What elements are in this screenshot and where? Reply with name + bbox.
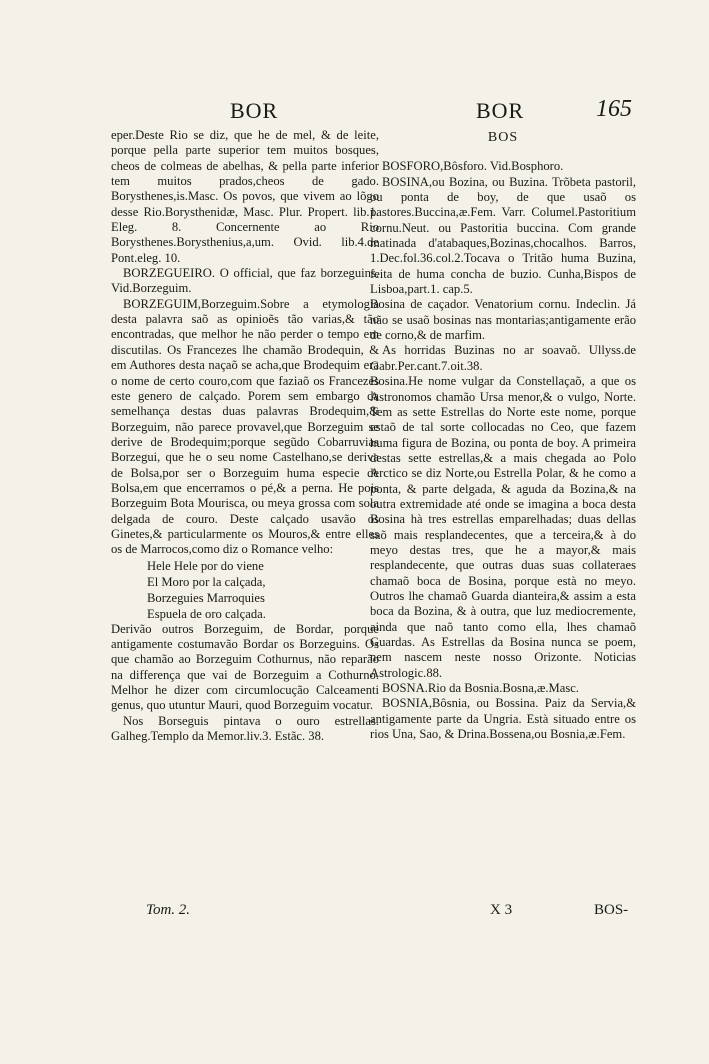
quotation: As horridas Buzinas no ar soavaõ. Ullyss.de Gabr.Per.cant.7.oit.38. <box>370 343 636 373</box>
signature-mark: X 3 <box>490 902 513 918</box>
entry-borzegueiro: BORZEGUEIRO. O official, que faz borzeguins. Vid.Borzeguim. <box>111 266 379 296</box>
paragraph: Derivão outros Borzeguim, de Bordar, porque antigamente costumavão Bordar os Borzeguins. Os que chamão ao Borzeguim Cothurnus, não reparão na differença que vai de Borzeguim a Cothurno. Melhor he dizer com circumlocução Calceamenti genus, quo utuntur Mauri, quod Borzeguim vocatur. <box>111 621 379 713</box>
entry-borzeguim: BORZEGUIM,Borzeguim.Sobre a etymologia desta palavra saõ as opinioẽs tão varias,& tão encontradas, que melhor he não perder o tempo em discutilas. Os Francezes lhe chamão Brodequin, & em Authores desta naçaõ se acha,que Brodequim era o nome de certo couro,com que faziaõ os Francezes este genero de calçado. Porem sem embargo da semelhança destas duas palavras Brodequim,& Borzeguim, não parece provavel,que Borzeguim se derive de Brodequim;porque segũdo Cobarruvias Borzegui, que he o seu nome Castelhano,se deriva de Bolsa,por ser o Borzeguim huma especie de Bolsa,em que encerramos o pé,& a perna. He pois Borzeguim Bota Mourisca, ou meya grossa com sola delgada de couro. Deste calçado usavão os Ginetes,& particularmente os Mouros,& entre elles os de Marrocos,como diz o Romance velho: <box>111 296 379 557</box>
section-subheading: BOS <box>487 130 519 145</box>
verse-line: Espuela de oro calçada. <box>147 606 266 621</box>
entry-bosnia: BOSNIA,Bôsnia, ou Bossina. Paiz da Servia,& antigamente parte da Ungria. Està situado entre os rios Una, Sao, & Drina.Bossena,ou Bosnia,æ.Fem. <box>370 696 636 742</box>
entry-bosna: BOSNA.Rio da Bosnia.Bosna,æ.Masc. <box>382 681 579 696</box>
verse-line: Hele Hele por do viene <box>147 558 264 573</box>
catchword: BOS- <box>594 902 629 918</box>
entry-bosina: BOSINA,ou Bozina, ou Buzina. Trõbeta pastoril, ou ponta de boy, de que usaõ os pastores.Buccina,æ.Fem. Varr. Columel.Pastoritium cornu.Neut. ou Pastoritia buccina. Com grande matinada d'atabaques,Bozinas,chocalhos. Barros, 1.Dec.fol.36.col.2.Tocava o Tritão huma Buzina, feita de huma concha de buzio. Cunha,Bispos de Lisboa,part.1. cap.5. <box>370 174 636 297</box>
left-column <box>111 128 379 744</box>
paragraph: eper.Deste Rio se diz, que he de mel, & de leite, porque pella parte superior tem muitos bosques, cheos de colmeas de abelhas, & pella parte inferior tem muitos prados,cheos de gado. Borysthenes,is.Masc. Os povos, que vivem ao lõgo desse Rio.Borysthenidæ, Masc. Plur. Propert. lib.1. Eleg. 8. Concernente ao Rio Borysthenes.Borysthenius,a,um. Ovid. lib.4.de Pont.eleg. 10. <box>111 128 379 265</box>
right-column <box>370 128 636 742</box>
running-head-left: BOR <box>230 98 279 123</box>
volume-mark: Tom. 2. <box>146 902 191 918</box>
page-number: 165 <box>596 96 632 122</box>
verse-line: El Moro por la calçada, <box>147 574 266 589</box>
paragraph: Nos Borseguis pintava o ouro estrellas. Galheg.Templo da Memor.liv.3. Estãc. 38. <box>111 713 379 744</box>
verse-line: Borzeguies Marroquies <box>147 590 265 605</box>
running-head-right: BOR <box>476 98 525 123</box>
paragraph: Bosina.He nome vulgar da Constellaçaõ, a que os Astronomos chamão Ursa menor,& o vulgo, Norte. Tem as sette Estrellas do Norte este nome, porque estaõ de tal sorte collocadas no Ceo, que fazem huma figura de Bozina, ou ponta de boy. A primeira destas sette estrellas,& a mais chegada ao Polo Arctico se diz Norte,ou Estrella Polar, & he como a ponta, & parte delgada, & aguda da Bozina,& na outra extremidade até onde se imagina a boca desta Bosina hà tres estrellas emparelhadas; duas dellas saõ mais resplandecentes, que a terceira,& à do meyo destas tres, que he a mayor,& mais resplandecente, que outras duas suas collateraes chamaõ boca de Bosina, porque està no meyo. Outros lhe chamaõ Guarda dianteira,& assim a esta boca da Bozina, & à outra, que luz mediocremente, ainda que naõ tanto como ella, lhes chamaõ Guardas. As Estrellas da Bosina nunca se poem, nem nascem neste nosso Orizonte. Noticias Astrologic.88. <box>370 374 636 680</box>
verse-quote <box>111 558 379 622</box>
entry-bosforo: BOSFORO,Bôsforo. Vid.Bosphoro. <box>382 159 564 174</box>
paragraph: Bosina de caçador. Venatorium cornu. Indeclin. Já não se usaõ bosinas nas montarias;antigamente erão de corno,& de marfim. <box>370 297 636 343</box>
